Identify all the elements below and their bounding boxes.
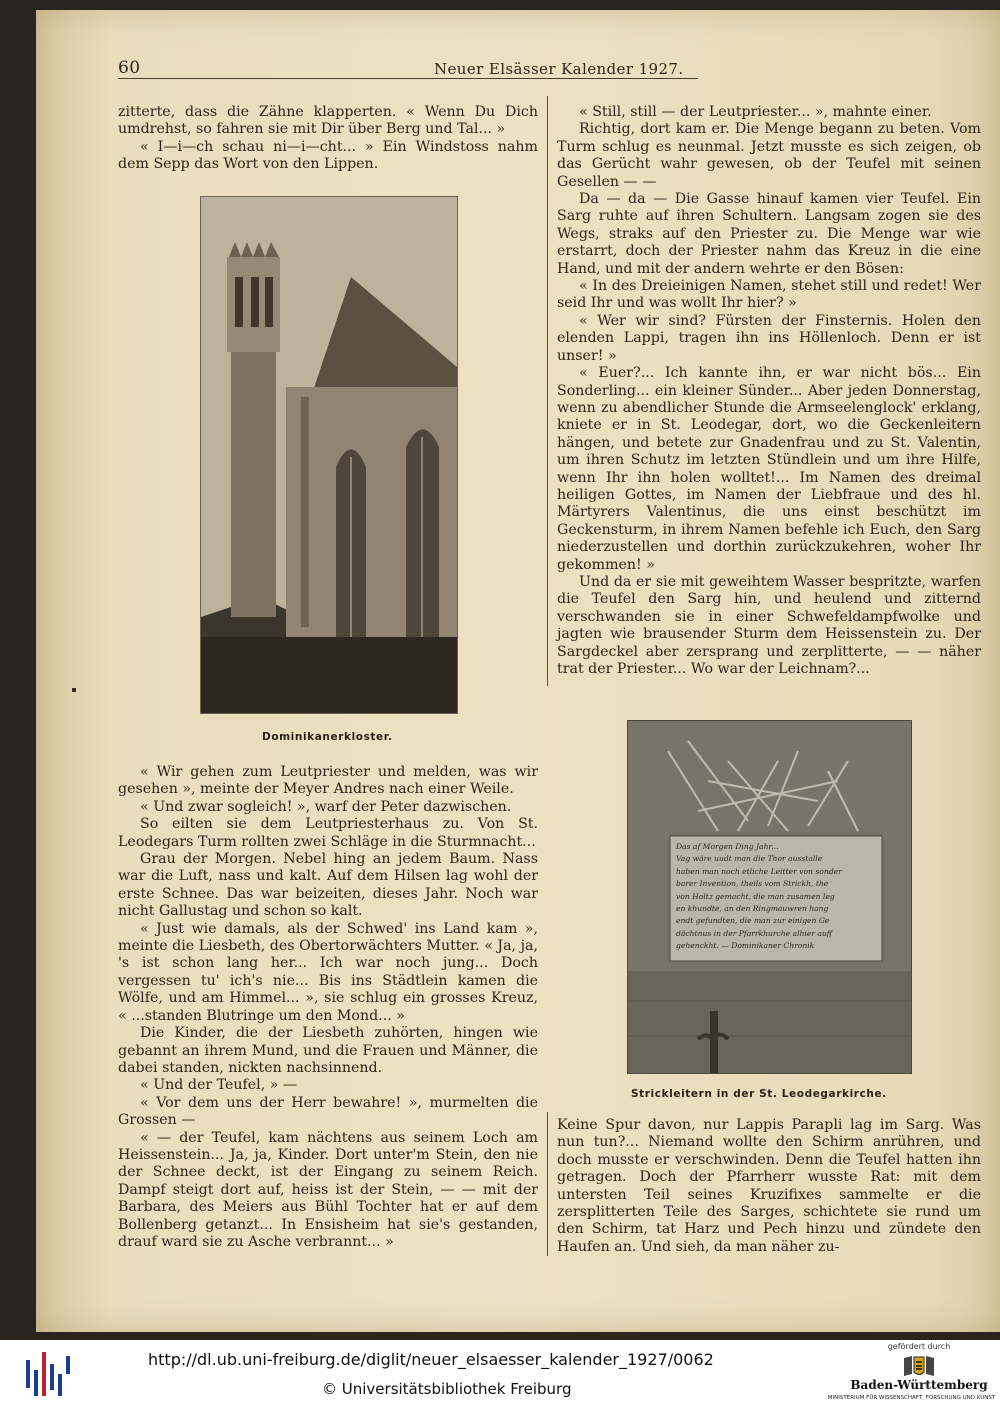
coat-of-arms-icon <box>896 1354 942 1378</box>
plaque-line: endt gefundten, die man zur einigen Ge <box>676 916 830 926</box>
permalink-url[interactable]: http://dl.ub.uni-freiburg.de/diglit/neuer_elsaesser_kalender_1927/0062 <box>148 1350 714 1369</box>
library-logo-icon <box>22 1352 72 1396</box>
paragraph: Und da er sie mit geweihtem Wasser bespritzte, warfen die Teufel den Sarg hin, und heulend und zitternd verschwanden sie in einer Schwefeldampfwolke und jagten wie brausender Sturm dem Heissenstein zu. Der Sargdeckel aber zersprang und zerplitterte, — — näher trat der Priester... Wo war der Leichnam?... <box>557 573 981 677</box>
paragraph: « Still, still — der Leutpriester... », mahnte einer. <box>579 104 932 120</box>
paragraph: Keine Spur davon, nur Lappis Parapli lag im Sarg. Was nun tun?... Niemand wollte den Schirm anrühren, und doch musste er verschwinden. Denn die Teufel hatten ihn getragen. Doch der Pfarrherr wusste Rat: mit dem untersten Teil seines Kruzifixes sammelte er die zersplitterten Teile des Sarges, schichtete sie rund um den Schirm, tat Harz und Pech hinzu und zündete den Haufen an. Und sieh, da man näher zu- <box>557 1117 981 1255</box>
paragraph: zitterte, dass die Zähne klapperten. « Wenn Du Dich umdrehst, so fahren sie mit Dir über Berg und Tal... » <box>118 104 538 138</box>
plaque-line: Vag wäre uudt man die Thor ausstalle <box>676 854 823 864</box>
right-column-top <box>557 104 981 678</box>
photo-dominikanerkloster <box>200 196 458 714</box>
plaque-line: en khundte, an den Ringmauwren hang <box>676 904 829 914</box>
paragraph: « In des Dreieinigen Namen, stehet still und redet! Wer seid Ihr und was wollt Ihr hier? » <box>557 278 981 312</box>
paragraph: Die Kinder, die der Liesbeth zuhörten, hingen wie gebannt an ihrem Mund, und die Frauen und Männer, die dabei standen, nickten nachsinnend. <box>118 1025 538 1076</box>
column-divider <box>547 96 548 686</box>
paragraph: « Just wie damals, als der Schwed' ins Land kam », meinte die Liesbeth, des Obertorwächters Mutter. « Ja, ja, 's ist schon lang her... Ich war noch jung... Doch vergessen tu' ich's nie... Bis ins Städtlein kamen die Wölfe, und am Himmel... », sie schlug ein grosses Kreuz, « ...standen Blutringe um den Mond... » <box>118 920 538 1024</box>
plaque-line: Das af Morgen Ding Jahr... <box>676 842 779 851</box>
plaque-line: dächtnus in der Pfarrkhurche alhier auff <box>676 928 833 938</box>
left-column-bottom <box>118 764 538 1251</box>
plaque-line: haben man noch etliche Leitter von sonder <box>676 866 842 876</box>
paragraph: Richtig, dort kam er. Die Menge begann zu beten. Vom Turm schlug es neunmal. Jetzt musste es sich zeigen, ob das Gerücht wahr gewesen, ob der Teufel mit seinen Gesellen — — <box>557 121 981 190</box>
sponsor-block <box>827 1342 996 1404</box>
paragraph: Grau der Morgen. Nebel hing an jedem Baum. Nass war die Luft, nass und kalt. Auf dem Hilsen lag wohl der erste Schnee. Das war beizeiten, dieses Jahr. Noch war nicht Gallustag und schon so kalt. <box>118 851 538 920</box>
left-column-top <box>118 104 538 174</box>
photo-strickleitern <box>627 720 912 1074</box>
sponsor-label: gefördert durch <box>887 1342 951 1351</box>
ministry-name: MINISTERIUM FÜR WISSENSCHAFT, FORSCHUNG UND KUNST <box>827 1395 996 1401</box>
paragraph: « Euer?... Ich kannte ihn, er war nicht bös... Ein Sonderling... ein kleiner Sünder... Aber jeden Donnerstag, wenn zu abendlicher Stunde die Armseelenglock' erklang, kniete er in St. Leodegar, dort, wo die Geckenleitern hängen, und betete zur Gnadenfrau und zu St. Valentin, um ihren Schutz im letzten Stündlein und um ihre Hilfe, wenn Ihr ihn holen wolltet!... Im Namen des dreimal heiligen Gottes, im Namen der Liebfraue und des hl. Märtyrers Valentinus, die uns einst beschützt im Geckensturm, in ihrem Namen befehle ich Euch, den Sarg niederzustellen und dorthin zurückzukehren, woher Ihr gekommen! » <box>557 365 981 573</box>
paragraph: So eilten sie dem Leutpriesterhaus zu. Von St. Leodegars Turm rollten zwei Schläge in die Sturmnacht... <box>118 816 538 850</box>
paragraph: « Und der Teufel, » — <box>140 1077 298 1094</box>
paragraph: « Und zwar sogleich! », warf der Peter dazwischen. <box>140 798 512 815</box>
running-header <box>118 54 718 80</box>
plaque-line: gehenckht. — Dominikaner Chronik <box>676 941 815 951</box>
plaque-line: barer Invention, theils vom Strickh, the <box>676 879 829 889</box>
paragraph: Da — da — Die Gasse hinauf kamen vier Teufel. Ein Sarg ruhte auf ihren Schultern. Langsam zogen sie des Wegs, straks auf den Priester zu. Die Menge war wie erstarrt, doch der Priester nahm das Kreuz in die eine Hand, und mit der andern wehrte er den Bösen: <box>557 191 981 277</box>
page-number: 60 <box>118 58 141 78</box>
plaque-inscription <box>676 841 876 953</box>
sponsor-name: Baden-Württemberg <box>850 1378 988 1392</box>
paragraph: « Wir gehen zum Leutpriester und melden, was wir gesehen », meinte der Meyer Andres nach einer Weile. <box>118 764 538 798</box>
page-mark <box>72 688 76 692</box>
figure-caption: Dominikanerkloster. <box>262 731 393 743</box>
viewer-footer <box>0 1340 1000 1405</box>
paragraph: « Wer wir sind? Fürsten der Finsternis. Holen den elenden Lappi, tragen ihn ins Höllenloch. Denn er ist unser! » <box>557 312 981 364</box>
paragraph: « Vor dem uns der Herr bewahre! », murmelten die Grossen — <box>118 1094 538 1129</box>
header-rule <box>118 78 698 79</box>
paragraph: « I—i—ch schau ni—i—cht... » Ein Windstoss nahm dem Sepp das Wort von den Lippen. <box>118 138 538 173</box>
header-title: Neuer Elsässer Kalender 1927. <box>434 60 684 78</box>
right-column-bottom <box>557 1117 981 1256</box>
copyright-text: © Universitätsbibliothek Freiburg <box>322 1380 572 1398</box>
plaque-line: von Holtz gemacht, die man zusamen leg <box>676 891 835 901</box>
column-divider-lower <box>547 1112 548 1256</box>
paragraph: « — der Teufel, kam nächtens aus seinem Loch am Heissenstein... Ja, ja, Kinder. Dort unter'm Stein, den nie der Schnee deckt, ist der Eingang zu seinem Reich. Dampf steigt dort auf, heiss ist der Stein, — — mit der Barbara, des Meiers aus Bühl Tochter hat er auf dem Bollenberg getanzt... In Ensisheim hat sie's gestanden, drauf ward sie zu Asche verbrannt... » <box>118 1129 538 1250</box>
church-illustration <box>201 197 457 713</box>
figure-caption: Strickleitern in der St. Leodegarkirche. <box>631 1088 887 1100</box>
